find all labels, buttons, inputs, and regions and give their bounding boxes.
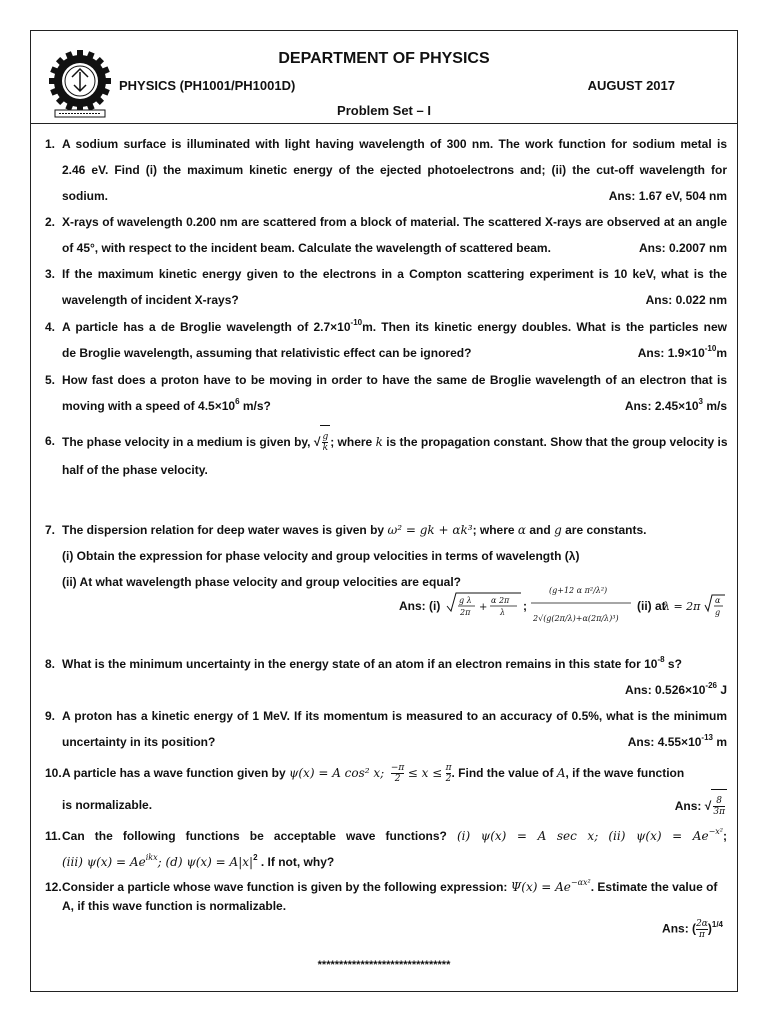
department-title: DEPARTMENT OF PHYSICS [278,50,490,67]
q9-answer: Ans: $4.55\times 10^{-13}$ m [627,733,727,749]
q8-line1: What is the minimum uncertainty in the energy state of an atom if an electron remains in this state for $10^{-8}$ s? [62,655,682,671]
svg-text:(g+12 α π²/λ²): (g+12 α π²/λ²) [549,586,608,595]
svg-text:2√(g(2π/λ)+α(2π/λ)³): 2√(g(2π/λ)+α(2π/λ)³) [533,614,619,623]
svg-text:g λ: g λ [459,596,472,605]
q4-line1: A particle has a de Broglie wavelength of $2.7\times 10^{-10}m$. Then its kinetic energy doubles. What is the particles new [62,318,728,334]
question-9: 9. A proton has a kinetic energy of 1 MeV. If its momentum is measured to an accuracy of 0.5%, what is the minimum uncertainty in its position? Ans: $4.55\times 10^{-13}$ m [45,703,727,755]
q4-answer: Ans: $1.9\times 10^{-10}m$ [637,344,727,360]
q4-line2: de Broglie wavelength, assuming that relativistic effect can be ignored? [62,346,472,360]
q9-line2: uncertainty in its position? [62,735,216,749]
q10-answer: Ans: √ $\frac{8}{3\pi}$ [675,789,727,822]
svg-text:α 2π: α 2π [491,596,510,605]
question-1: 1. A sodium surface is illuminated with light having wavelength of 300 nm. The work function for sodium metal is 2.46 eV. Find (i) the maximum kinetic energy of the ejected photoelectrons and; (ii) the cut-off wavelength for sodium. Ans: 1.67 eV, 504 nm [45,131,727,209]
question-2: 2. X-rays of wavelength 0.200 nm are scattered from a block of material. The scattered X-rays are observed at an angle of 45°, with respect to the incident beam. Calculate the wavelength of scattered beam. Ans: 0.2007 nm [45,209,727,261]
q7-line1: The dispersion relation for deep water waves is given by ω² = gk + αk³; where α and g are constants. [62,523,647,537]
q5-line1: How fast does a proton have to be moving in order to have the same de Broglie wavelength of an electron that is [62,373,727,387]
q11-f2: (ii) $\psi(x) = Ae^{-x^2}$; [608,827,727,843]
q12-line1: Consider a particle whose wave function is given by the following expression: $\Psi(x) = Ae^{-\alpha x^2}$. Estimate the value of [62,878,718,894]
q2-line1: X-rays of wavelength 0.200 nm are scattered from a block of material. The scattered X-rays are observed at an angle [62,215,727,229]
question-8: 8. What is the minimum uncertainty in the energy state of an atom if an electron remains in this state for $10^{-8}$ s? Ans: $0.526\times 10^{-26}$ J [45,651,727,703]
footer-stars: ******************************* [317,959,451,971]
course-code: PHYSICS (PH1001/PH1001D) [119,78,296,93]
problem-set-title: Problem Set – I [337,103,431,118]
q12-line2: A, if this wave function is normalizable. [62,899,287,913]
q2-answer: Ans: 0.2007 nm [638,241,727,255]
q7-line3: (ii) At what wavelength phase velocity and group velocities are equal? [62,575,461,589]
q1-answer: Ans: 1.67 eV, 504 nm [608,189,727,203]
q9-line1: A proton has a kinetic energy of 1 MeV. If its momentum is measured to an accuracy of 0.5%, what is the minimum [62,709,727,723]
q6-line2: half of the phase velocity. [62,463,208,477]
q1-line2: 2.46 eV. Find (i) the maximum kinetic energy of the ejected photoelectrons and; (ii) the cut-off wavelength for [62,163,727,177]
q7-line2: (i) Obtain the expression for phase velocity and group velocities in terms of wavelength (λ) [62,549,580,563]
svg-text:(ii) at: (ii) at [637,599,666,613]
q1-line1: A sodium surface is illuminated with light having wavelength of 300 nm. The work function for sodium metal is [62,137,727,151]
q11-line1: Can the following functions be acceptable wave functions? [62,829,447,843]
q6-line1: The phase velocity in a medium is given by, √ $\frac{g}{k}$ ; where k is the propagation constant. Show that the group velocity is [62,435,728,449]
q8-answer: Ans: $0.526\times 10^{-26}$ J [625,681,727,697]
exam-date: AUGUST 2017 [587,78,675,93]
q3-line2: wavelength of incident X-rays? [62,293,239,307]
q10-line1: A particle has a wave function given by ψ(x) = A cos² x; $\frac{-\pi}{2}$ ≤ x ≤ $\frac{\pi}{2}$ . Find the value of A, if the wave function [62,763,685,785]
svg-text:2π: 2π [460,608,471,617]
question-11: 11. Can the following functions be acceptable wave functions? (i) ψ(x) = A sec x; (ii) $\psi(x) = Ae^{-x^2}$; (iii) $\psi(x) = Ae^{ikx}$; (d) $\psi(x) = A|x|^2$ . If not, why? [45,827,727,869]
question-6: 6. The phase velocity in a medium is given by, √ $\frac{g}{k}$ ; where k is the propagation constant. Show that the group velocity is half of the phase velocity. [45,425,727,483]
page-frame [30,30,738,992]
question-4: 4. A particle has a de Broglie wavelength of $2.7\times 10^{-10}m$. Then its kinetic energy doubles. What is the particles new de Broglie wavelength, assuming that relativistic effect can be ignored? Ans: $1.9\times 10^{-10}m$ [45,314,727,366]
q2-line2: of 45°, with respect to the incident beam. Calculate the wavelength of scattered beam. [62,241,551,255]
svg-text:+: + [479,602,488,613]
q11-f1: (i) ψ(x) = A sec x; [456,829,599,843]
q7-answer-label: Ans: (i) [399,599,441,613]
question-3: 3. If the maximum kinetic energy given to the electrons in a Compton scattering experiment is 10 keV, what is the wavelength of incident X-rays? Ans: 0.022 nm [45,261,727,313]
svg-text:α: α [715,596,721,605]
svg-text:λ: λ [500,608,506,617]
q5-answer: Ans: $2.45\times 10^3$ m/s [624,397,727,413]
header-divider [31,123,737,124]
q11-line2: (iii) $\psi(x) = Ae^{ikx}$; (d) $\psi(x) = A|x|^2$ . If not, why? [62,853,335,869]
svg-text:;: ; [523,599,527,613]
q5-line2: moving with a speed of $4.5\times 10^6$ m/s? [62,397,271,413]
q3-line1: If the maximum kinetic energy given to the electrons in a Compton scattering experiment is 10 keV, what is the [62,267,727,281]
q3-answer: Ans: 0.022 nm [645,293,727,307]
question-7: 7. The dispersion relation for deep water waves is given by ω² = gk + αk³; where α and g are constants. (i) Obtain the expression for phase velocity and group velocities in terms of wavelength (λ) (ii) At what wavelength phase velocity and group velocities are equal? [45,523,647,589]
question-12: 12. Consider a particle whose wave function is given by the following expression: $\Psi(x) = Ae^{-\alpha x^2}$. Estimate the value of A, if this wave function is normalizable. [45,878,718,913]
question-10: 10. A particle has a wave function given by ψ(x) = A cos² x; $\frac{-\pi}{2}$ ≤ x ≤ $\frac{\pi}{2}$ . Find the value of A, if the wave function is normalizable. Ans: √ $\frac{8}{3\pi}$ [45,757,727,821]
q12-answer: Ans: ( $\frac{2\alpha}{\pi}$ )$^{1/4}$ [662,919,723,940]
q1-line3: sodium. [62,189,109,203]
svg-text:λ = 2π: λ = 2π [663,600,701,613]
svg-text:g: g [715,608,721,617]
q10-line2: is normalizable. [62,798,153,812]
q7-answer [399,581,729,631]
question-5: 5. How fast does a proton have to be moving in order to have the same de Broglie wavelength of an electron that is moving with a speed of $4.5\times 10^6$ m/s? Ans: $2.45\times 10^3$ m/s [45,367,727,419]
